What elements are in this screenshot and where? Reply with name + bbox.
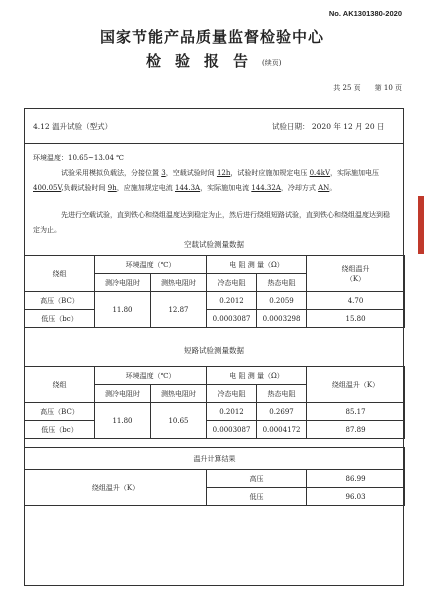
- rise-value: 4.70: [307, 292, 405, 310]
- test-procedure: 先进行空载试验，直到铁心和绕组温度达到稳定为止，然后进行绕组短路试验，直到铁心和绕组温度达到稳定为止。: [33, 211, 390, 234]
- col-hot-res: 热态电阻: [257, 274, 307, 292]
- cold-temp-value: 11.80: [95, 403, 151, 439]
- table-row: [25, 470, 405, 488]
- continuation-note: (续页): [262, 59, 282, 67]
- total-pages: 共 25 页: [333, 84, 361, 92]
- result-table: [24, 447, 405, 506]
- col-hot-temp: 测热电阻时: [151, 274, 207, 292]
- cold-res-value: 0.0003087: [207, 421, 257, 439]
- seal-edge-mark: [418, 196, 424, 254]
- report-subtitle: 检验报告: [146, 52, 263, 70]
- rise-value: 85.17: [307, 403, 405, 421]
- col-resistance: 电 阻 测 量（Ω）: [207, 256, 307, 274]
- hot-res-value: 0.2059: [257, 292, 307, 310]
- hot-temp-value: 12.87: [151, 292, 207, 328]
- test-date: 试验日期： 2020 年 12 月 20 日: [272, 122, 385, 131]
- ambient-temperature: 环境温度：10.65~13.04 ℃: [33, 154, 124, 162]
- col-hot-res: 热态电阻: [257, 385, 307, 403]
- col-winding: 绕组: [25, 256, 95, 292]
- result-value: 86.99: [307, 470, 405, 488]
- rated-voltage: 0.4kV: [309, 169, 331, 177]
- table-row: [25, 421, 405, 439]
- applied-current: 144.32A: [251, 183, 281, 192]
- current-page: 第 10 页: [374, 84, 402, 92]
- cold-res-value: 0.0003087: [207, 310, 257, 328]
- load-duration: 9h: [107, 183, 117, 192]
- col-rise: 绕组温升（K）: [307, 367, 405, 403]
- col-cold-temp: 测冷电阻时: [95, 385, 151, 403]
- col-cold-res: 冷态电阻: [207, 385, 257, 403]
- cooling-method: AN: [318, 183, 330, 192]
- tap-position: 3: [161, 169, 166, 177]
- col-ambient: 环境温度（℃）: [95, 367, 207, 385]
- col-rise: 绕组温升 （K）: [307, 256, 405, 292]
- noload-caption: 空载试验测量数据: [184, 240, 244, 249]
- winding-name: 高压（BC）: [25, 403, 95, 421]
- col-cold-res: 冷态电阻: [207, 274, 257, 292]
- result-caption: 温升计算结果: [25, 448, 405, 470]
- short-table: [24, 366, 405, 439]
- result-value: 96.03: [307, 488, 405, 506]
- hot-res-value: 0.0003298: [257, 310, 307, 328]
- result-label: 绕组温升（K）: [25, 470, 207, 506]
- table-row: [25, 403, 405, 421]
- rise-value: 87.89: [307, 421, 405, 439]
- result-winding: 高压: [207, 470, 307, 488]
- applied-voltage: 400.05V: [33, 183, 62, 192]
- rise-value: 15.80: [307, 310, 405, 328]
- test-method: 试验采用模拟负载法，分接位置 3，空载试验时间 12h，试验时应施加规定电压 0.4kV，实际施加电压400.05V,负载试验时间 9h，应施加规定电流 144.3A，实际施加电流 144.32A，冷却方式 AN。: [33, 169, 380, 192]
- col-ambient: 环境温度（℃）: [95, 256, 207, 274]
- noload-duration: 12h: [216, 169, 231, 177]
- col-winding: 绕组: [25, 367, 95, 403]
- report-number: No. AK1301380-2020: [328, 9, 402, 18]
- hot-temp-value: 10.65: [151, 403, 207, 439]
- col-resistance: 电 阻 测 量（Ω）: [207, 367, 307, 385]
- rated-current: 144.3A: [174, 183, 201, 192]
- result-winding: 低压: [207, 488, 307, 506]
- hot-res-value: 0.2697: [257, 403, 307, 421]
- cold-temp-value: 11.80: [95, 292, 151, 328]
- cold-res-value: 0.2012: [207, 403, 257, 421]
- cold-res-value: 0.2012: [207, 292, 257, 310]
- short-caption: 短路试验测量数据: [184, 346, 244, 355]
- noload-table: [24, 255, 405, 328]
- col-hot-temp: 测热电阻时: [151, 385, 207, 403]
- table-row: [25, 292, 405, 310]
- section-heading: 4.12 温升试验（型式）: [33, 122, 113, 131]
- col-cold-temp: 测冷电阻时: [95, 274, 151, 292]
- report-title: 国家节能产品质量监督检验中心: [99, 28, 324, 46]
- winding-name: 低压（bc）: [25, 421, 95, 439]
- winding-name: 高压（BC）: [25, 292, 95, 310]
- winding-name: 低压（bc）: [25, 310, 95, 328]
- table-row: [25, 310, 405, 328]
- page-indicator: [319, 83, 402, 93]
- hot-res-value: 0.0004172: [257, 421, 307, 439]
- header-divider: [24, 143, 404, 144]
